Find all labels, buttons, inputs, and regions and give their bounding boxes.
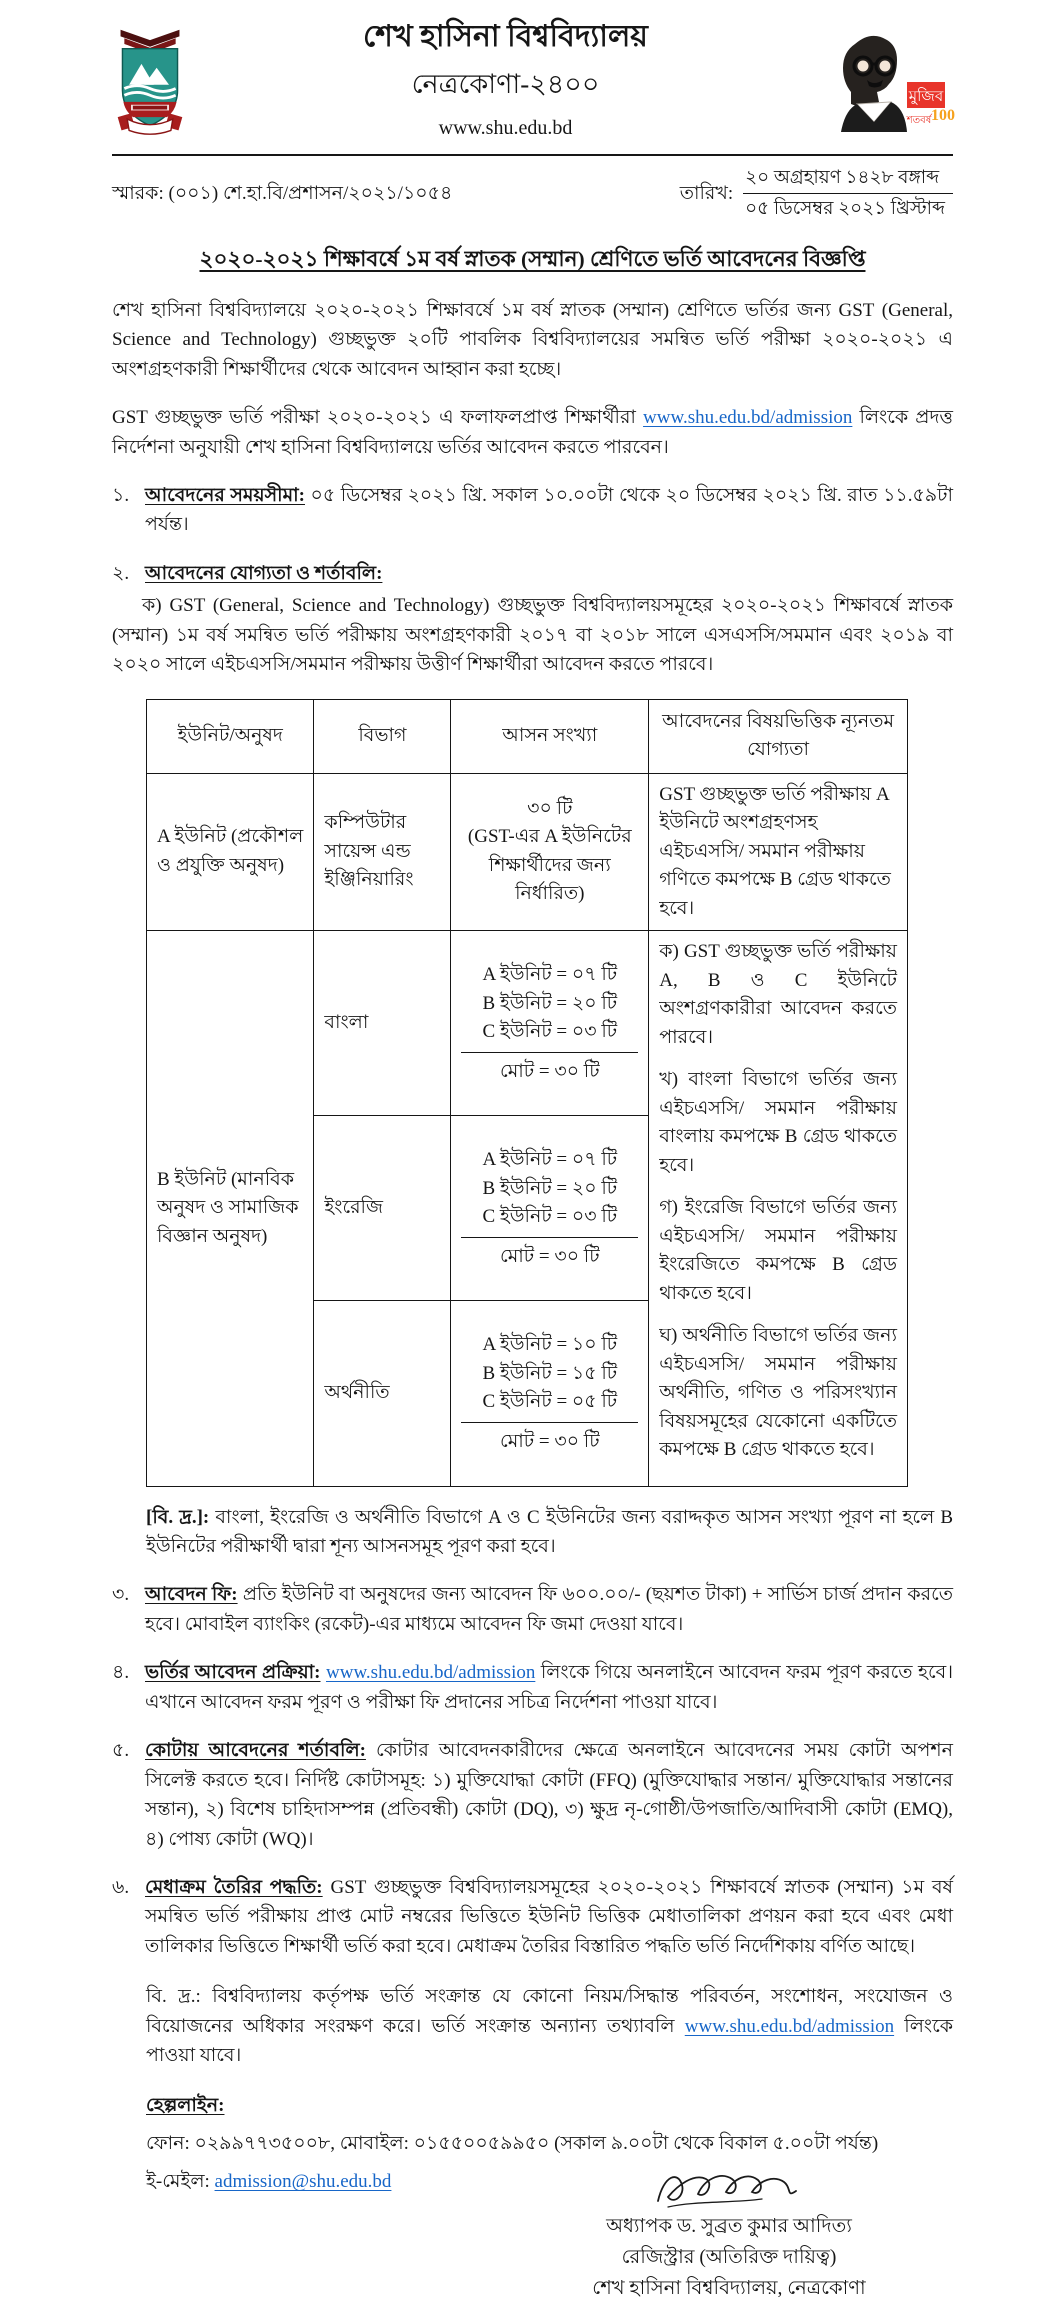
col-header-department: বিভাগ (314, 699, 451, 773)
item-quota-conditions (112, 1736, 953, 1854)
bangla-seat-total: মোট = ৩০ টি (461, 1052, 638, 1096)
table-footnote (146, 1503, 953, 1562)
date-gregorian: ০৫ ডিসেম্বর ২০২১ খ্রিস্টাব্দ (745, 199, 945, 220)
unit-a-seat-note: (GST-এর A ইউনিটের শিক্ষার্থীদের জন্য নির্ধারিত) (467, 826, 632, 905)
unit-a-department: কম্পিউটার সায়েন্স এন্ড ইঞ্জিনিয়ারিং (314, 773, 451, 931)
signature-university: শেখ হাসিনা বিশ্ববিদ্যালয়, নেত্রকোণা (592, 2278, 866, 2300)
item-application-deadline (112, 481, 953, 540)
registrar-designation: রেজিস্ট্রার (অতিরিক্ত দায়িত্ব) (621, 2247, 837, 2269)
helpline-phone: ফোন: ০২৯৯৭৭৩৫০০৮, মোবাইল: ০১৫৫০০৫৯৯৫০ (সকাল ৯.০০টা থেকে বিকাল ৫.০০টা পর্যন্ত) (146, 2133, 879, 2154)
unit-a-cell: A ইউনিট (প্রকৌশল ও প্রযুক্তি অনুষদ) (147, 773, 314, 931)
quota-label: কোটায় আবেদনের শর্তাবলি: (145, 1740, 366, 1762)
result-paragraph-before: GST গুচ্ছভুক্ত ভর্তি পরীক্ষা ২০২০-২০২১ এ ফলাফলপ্রাপ্ত শিক্ষার্থীরা (112, 407, 636, 429)
footnote-text: বাংলা, ইংরেজি ও অর্থনীতি বিভাগে A ও C ইউনিটের জন্য বরাদ্দকৃত আসন সংখ্যা পূরণ না হলে B ইউনিটের পরীক্ষার্থী দ্বারা শূন্য আসনসমূহ পূরণ করা হবে। (146, 1506, 954, 1557)
intro-paragraph: শেখ হাসিনা বিশ্ববিদ্যালয়ে ২০২০-২০২১ শিক্ষাবর্ষে ১ম বর্ষ স্নাতক (সম্মান) শ্রেণিতে ভর্তির জন্য GST (General, Science and Technology) গুচ্ছভুক্ত ২০টি পাবলিক বিশ্ববিদ্যালয়ের সমন্বিত ভর্তি পরীক্ষা ২০২০-২০২১ এ অংশগ্রহণকারী শিক্ষার্থীদের থেকে আবেদন আহ্বান করা হচ্ছে। (112, 299, 953, 380)
unit-b-qual-kha: খ) বাংলা বিভাগে ভর্তির জন্য এইচএসসি/ সমমান পরীক্ষায় বাংলায় কমপক্ষে B গ্রেড থাকতে হবে। (659, 1069, 897, 1176)
seat-line: C ইউনিট = ০৩ টি (482, 1206, 618, 1228)
item-eligibility (112, 559, 953, 588)
item-number: ৩. (112, 1584, 130, 1606)
fee-label: আবেদন ফি: (145, 1584, 238, 1606)
admission-link[interactable]: www.shu.edu.bd/admission (643, 407, 853, 429)
letterhead-text (214, 18, 797, 144)
table-row-bangla (147, 931, 908, 1116)
mujib-logo-word: মুজিব (908, 89, 944, 106)
merit-text: GST গুচ্ছভুক্ত বিশ্ববিদ্যালয়সমূহের ২০২০-২০২১ শিক্ষাবর্ষে স্নাতক (সম্মান) ১ম বর্ষ সমন্বিত ভর্তি পরীক্ষায় প্রাপ্ত মোট নম্বরের ভিত্তিতে ইউনিট ভিত্তিক মেধাতালিকা প্রণয়ন করা হবে এবং মেধা তালিকার ভিত্তিতে শিক্ষার্থী ভর্তি করা হবে। মেধাক্রম তৈরির বিস্তারিত পদ্ধতি ভর্তি নির্দেশিকায় বর্ণিত আছে। (145, 1876, 954, 1957)
seat-line: B ইউনিট = ২০ টি (482, 992, 618, 1014)
economics-seat-total: মোট = ৩০ টি (461, 1422, 638, 1466)
signature-block (539, 2163, 919, 2304)
merit-label: মেধাক্রম তৈরির পদ্ধতি: (145, 1876, 323, 1898)
deadline-text: ০৫ ডিসেম্বর ২০২১ খ্রি. সকাল ১০.০০টা থেকে ২০ ডিসেম্বর ২০২১ খ্রি. রাত ১১.৫৯টা পর্যন্ত। (145, 484, 953, 536)
date-bangla: ২০ অগ্রহায়ণ ১৪২৮ বঙ্গাব্দ (743, 166, 953, 194)
economics-seats (451, 1301, 649, 1486)
economics-department: অর্থনীতি (314, 1301, 451, 1486)
table-row-unit-a (147, 773, 908, 931)
english-department: ইংরেজি (314, 1116, 451, 1301)
item-application-fee (112, 1580, 953, 1639)
quota-text: কোটার আবেদনকারীদের ক্ষেত্রে অনলাইনে আবেদনের সময় কোটা অপশন সিলেক্ট করতে হবে। নির্দিষ্ট কোটাসমূহ: ১) মুক্তিযোদ্ধা কোটা (FFQ) (মুক্তিযোদ্ধার সন্তান/ মুক্তিযোদ্ধার সন্তানের সন্তান), ২) বিশেষ চাহিদাসম্পন্ন (প্রতিবন্ধী) কোটা (DQ), ৩) ক্ষুদ্র নৃ-গোষ্ঠী/উপজাতি/আদিবাসী কোটা (EMQ), ৪) পোষ্য কোটা (WQ)। (145, 1740, 953, 1850)
deadline-label: আবেদনের সময়সীমা: (145, 484, 305, 506)
memo-number: স্মারক: (০০১) শে.হা.বি/প্রশাসন/২০২১/১০৫৪ (112, 183, 453, 205)
mujib-logo-subword: শতবর্ষ (906, 115, 932, 127)
process-text: লিংকে গিয়ে অনলাইনে আবেদন ফরম পূরণ করতে হবে। এখানে আবেদন ফরম পূরণ ও পরীক্ষা ফি প্রদানের সচিত্র নির্দেশনা পাওয়া যাবে। (145, 1662, 954, 1713)
eligibility-sub-paragraph: ক) GST (General, Science and Technology) গুচ্ছভুক্ত বিশ্ববিদ্যালয়সমূহের ২০২০-২০২১ শিক্ষাবর্ষে স্নাতক (সম্মান) ১ম বর্ষ সমন্বিত ভর্তি পরীক্ষায় অংশগ্রহণকারী ২০১৭ বা ২০১৮ সালে এসএসসি/সমমান এবং ২০১৯ বা ২০২০ সালে এইচএসসি/সমমান পরীক্ষায় উত্তীর্ণ শিক্ষার্থীরা আবেদন করতে পারবে। (112, 595, 953, 676)
seat-line: C ইউনিট = ০৩ টি (482, 1021, 618, 1043)
result-paragraph-after: লিংকে প্রদত্ত নির্দেশনা অনুযায়ী শেখ হাসিনা বিশ্ববিদ্যালয়ে ভর্তির আবেদন করতে পারবেন। (112, 407, 954, 458)
admission-link[interactable]: www.shu.edu.bd/admission (326, 1662, 536, 1684)
col-header-seats: আসন সংখ্যা (451, 699, 649, 773)
fee-text: প্রতি ইউনিট বা অনুষদের জন্য আবেদন ফি ৬০০.০০/- (ছয়শত টাকা) + সার্ভিস চার্জ প্রদান করতে হবে। মোবাইল ব্যাংকিং (রকেট)-এর মাধ্যমে আবেদন ফি জমা দেওয়া যাবে। (145, 1584, 954, 1635)
seat-line: A ইউনিট = ১০ টি (482, 1334, 618, 1356)
mujib-100-logo (819, 30, 953, 132)
unit-a-seats (451, 773, 649, 931)
admission-table (146, 699, 908, 1487)
university-crest-logo (112, 24, 188, 138)
seat-line: A ইউনিট = ০৭ টি (482, 964, 618, 986)
unit-b-cell: B ইউনিট (মানবিক অনুষদ ও সামাজিক বিজ্ঞান অনুষদ) (147, 931, 314, 1487)
unit-b-qual-ga: গ) ইংরেজি বিভাগে ভর্তির জন্য এইচএসসি/ সমমান পরীক্ষায় ইংরেজিতে কমপক্ষে B গ্রেড থাকতে হবে। (659, 1197, 897, 1304)
seat-line: B ইউনিট = ২০ টি (482, 1177, 618, 1199)
table-header-row (147, 699, 908, 773)
unit-a-qualification: GST গুচ্ছভুক্ত ভর্তি পরীক্ষায় A ইউনিটে অংশগ্রহণসহ এইচএসসি/ সমমান পরীক্ষায় গণিতে কমপক্ষে B গ্রেড থাকতে হবে। (649, 773, 908, 931)
university-location: নেত্রকোণা-২৪০০ (411, 68, 600, 99)
university-name: শেখ হাসিনা বিশ্ববিদ্যালয় (363, 20, 648, 53)
email-link[interactable]: admission@shu.edu.bd (214, 2171, 392, 2193)
bangla-seats (451, 931, 649, 1116)
letterhead (112, 18, 953, 144)
footnote-label: [বি. দ্র.]: (146, 1506, 210, 1528)
date-values (743, 166, 953, 221)
item-number: ৬. (112, 1876, 130, 1898)
authority-note-after: লিংকে পাওয়া যাবে। (146, 2015, 953, 2067)
helpline-label: হেল্পলাইন: (146, 2094, 225, 2116)
item-number: ৪. (112, 1662, 130, 1684)
registrar-name: অধ্যাপক ড. সুব্রত কুমার আদিত্য (606, 2215, 852, 2237)
admission-link[interactable]: www.shu.edu.bd/admission (684, 2015, 895, 2037)
university-website: www.shu.edu.bd (438, 117, 573, 140)
unit-b-qual-gha: ঘ) অর্থনীতি বিভাগে ভর্তির জন্য এইচএসসি/ সমমান পরীক্ষায় অর্থনীতি, গণিত ও পরিসংখ্যান বিষয়সমূহের যেকোনো একটিতে কমপক্ষে B গ্রেড থাকতে হবে। (659, 1325, 897, 1461)
unit-b-qualification (649, 931, 908, 1487)
english-seat-total: মোট = ৩০ টি (461, 1237, 638, 1281)
unit-b-qual-ka: ক) GST গুচ্ছভুক্ত ভর্তি পরীক্ষায় A, B ও C ইউনিটে অংশগ্রণকারীরা আবেদন করতে পারবে। (659, 941, 897, 1048)
unit-a-seat-count: ৩০ টি (527, 797, 573, 819)
date-label: তারিখ: (679, 183, 734, 205)
memo-date-row (112, 166, 953, 221)
eligibility-label: আবেদনের যোগ্যতা ও শর্তাবলি: (145, 562, 383, 584)
email-label: ই-মেইল: (146, 2171, 210, 2193)
seat-line: B ইউনিট = ১৫ টি (482, 1362, 618, 1384)
item-merit-method (112, 1873, 953, 1961)
item-number: ৫. (112, 1740, 130, 1762)
seat-line: C ইউনিট = ০৫ টি (482, 1391, 618, 1413)
seat-line: A ইউনিট = ০৭ টি (482, 1149, 618, 1171)
authority-note-before: বি. দ্র.: বিশ্ববিদ্যালয় কর্তৃপক্ষ ভর্তি সংক্রান্ত যে কোনো নিয়ম/সিদ্ধান্ত পরিবর্তন, সংশোধন, সংযোজন ও বিয়োজনের অধিকার সংরক্ষণ করে। ভর্তি সংক্রান্ত অন্যান্য তথ্যাবলি (146, 1986, 953, 2037)
date-block (680, 166, 953, 221)
registrar-signature (644, 2163, 814, 2215)
col-header-unit: ইউনিট/অনুষদ (147, 699, 314, 773)
process-label: ভর্তির আবেদন প্রক্রিয়া: (145, 1662, 321, 1684)
col-header-qualification: আবেদনের বিষয়ভিত্তিক ন্যূনতম যোগ্যতা (649, 699, 908, 773)
bangla-department: বাংলা (314, 931, 451, 1116)
mujib-logo-100: 100 (931, 107, 955, 125)
item-application-process (112, 1658, 953, 1717)
result-paragraph (112, 403, 953, 462)
authority-note (146, 1982, 953, 2070)
english-seats (451, 1116, 649, 1301)
item-number: ২. (112, 562, 130, 584)
item-number: ১. (112, 484, 130, 506)
notice-title: ২০২০-২০২১ শিক্ষাবর্ষে ১ম বর্ষ স্নাতক (সম্মান) শ্রেণিতে ভর্তি আবেদনের বিজ্ঞপ্তি (199, 247, 866, 272)
header-divider (112, 154, 953, 156)
